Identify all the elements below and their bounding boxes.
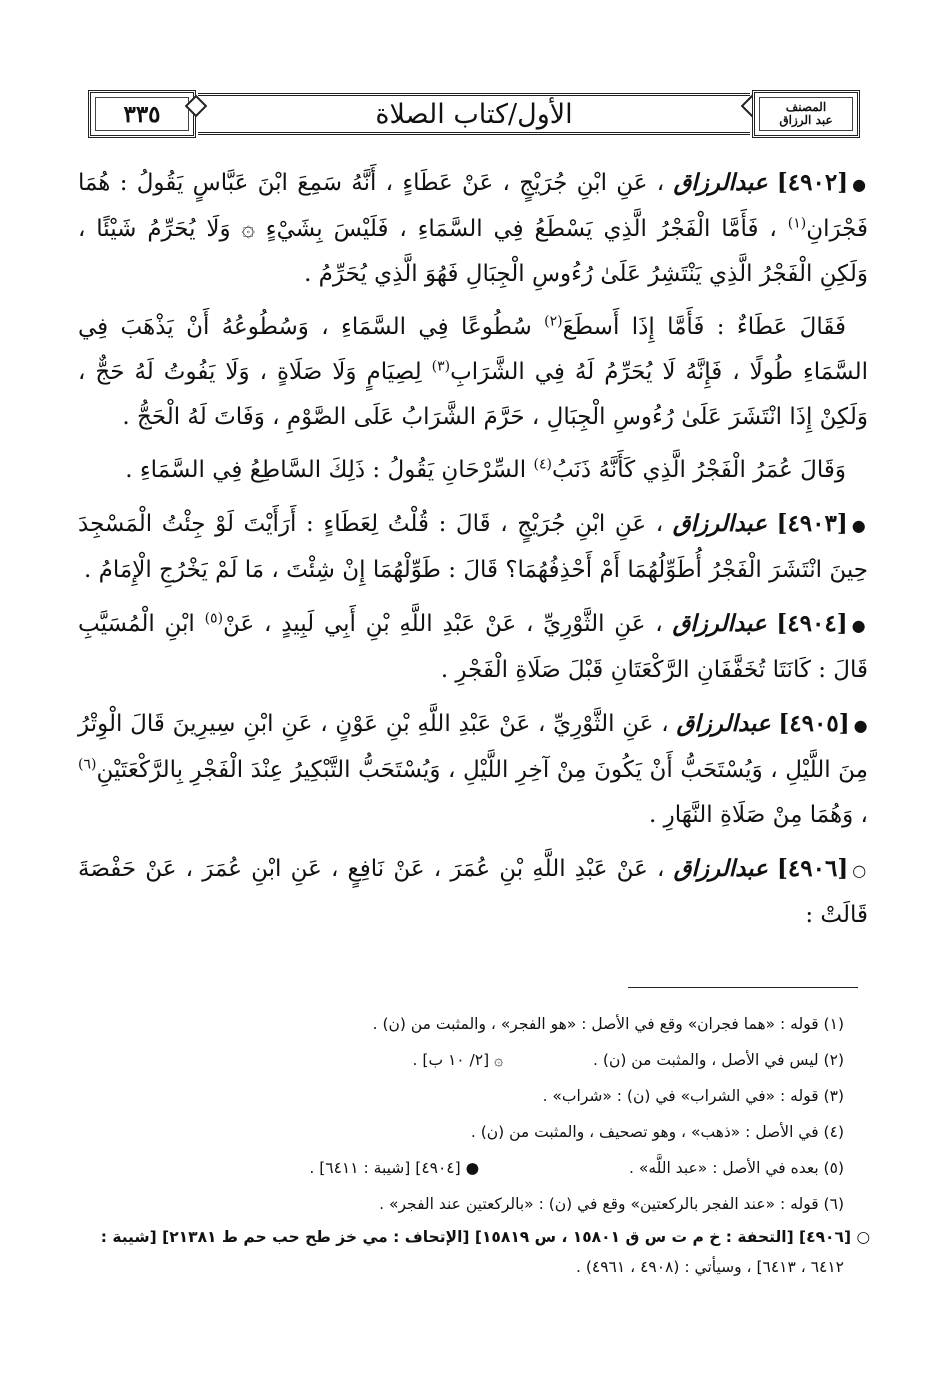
footnote-2: (٢) ليس في الأصل ، والمثبت من (ن) . bbox=[593, 1051, 844, 1069]
page-number-box bbox=[88, 90, 196, 138]
hadith-4902-umar: وَقَالَ عُمَرُ الْفَجْرُ الَّذِي كَأَنَّهُ ذَنَبُ$^{(٤)}$ السِّرْحَانِ يَقُولُ : ذَلِكَ السَّاطِعُ فِي السَّمَاءِ . bbox=[125, 456, 846, 483]
book-logo bbox=[752, 90, 860, 138]
page-header bbox=[88, 90, 860, 138]
source-4904: ● [٤٩٠٤] [شيبة : ٦٤١١] . bbox=[309, 1159, 480, 1177]
book-logo-text: المصنف عبد الرزاق bbox=[779, 100, 833, 127]
page-number: ٣٣٥ bbox=[123, 100, 161, 128]
footnote-ref: (٤) bbox=[533, 456, 552, 473]
footnote-ref: (٢) bbox=[544, 313, 563, 330]
footnote-6: (٦) قوله : «عند الفجر بالركعتين» وقع في (ن) : «بالركعتين عند الفجر» . bbox=[379, 1195, 844, 1213]
chapter-title: الأول/كتاب الصلاة bbox=[375, 98, 573, 130]
header-title-frame bbox=[198, 93, 750, 135]
footnote-ref: (٦) bbox=[78, 756, 97, 773]
footnote-5-row bbox=[70, 1150, 870, 1186]
hadith-4904: ●[٤٩٠٤] عبدالرزاق ، عَنِ الثَّوْرِيِّ ، عَنْ عَبْدِ اللَّهِ بْنِ أَبِي لَبِيدٍ ، عَنْ$^{(٥)}$ ابْنِ الْمُسَيَّبِ قَالَ : كَانَتَا تُخَفَّفَانِ الرَّكْعَتَانِ قَبْلَ صَلَاةِ الْفَجْرِ . bbox=[78, 610, 868, 683]
footnote-separator bbox=[628, 987, 858, 988]
hadith-4906: ○[٤٩٠٦] عبدالرزاق ، عَنْ عَبْدِ اللَّهِ بْنِ عُمَرَ ، عَنْ نَافِعٍ ، عَنِ ابْنِ عُمَرَ ، عَنْ حَفْصَةَ قَالَتْ : bbox=[78, 855, 869, 928]
footnote-4: (٤) في الأصل : «ذهب» ، وهو تصحيف ، والمثبت من (ن) . bbox=[470, 1123, 844, 1141]
footnote-5: (٥) بعده في الأصل : «عبد اللَّه» . bbox=[629, 1159, 844, 1177]
footnote-ref: (١) bbox=[787, 215, 807, 232]
hadith-4902-ata: فَقَالَ عَطَاءٌ : فَأَمَّا إِذَا أَسطَعَ$^{(٢)}$ سُطُوعًا فِي السَّمَاءِ ، وَسُطُوعُهُ أَنْ يَذْهَبَ فِي السَّمَاءِ طُولًا ، فَإِنَّهُ لَا يُحَرِّمُ لَهُ فِي الشَّرَابِ$^{(٣)}$ لِصِيَامٍ وَلَا صَلَاةٍ ، وَلَا يَفُوتُ لَهُ حَجٌّ ، وَلَكِنْ إِذَا انْتَشَرَ عَلَىٰ رُءُوسِ الْجِبَالِ ، حَرَّمَ الشَّرَابُ عَلَى الصَّوْمِ ، وَفَاتَ لَهُ الْحَجُّ . bbox=[78, 313, 869, 430]
footnote-1: (١) قوله : «هما فجران» وقع في الأصل : «هو الفجر» ، والمثبت من (ن) . bbox=[372, 1015, 844, 1033]
source-4906-line2: ٦٤١٢ ، ٦٤١٣] ، وسيأتي : (٤٩٠٨ ، ٤٩٦١) . bbox=[575, 1258, 844, 1276]
folio-reference: ۞ [٢/ ١٠ ب] . bbox=[412, 1051, 504, 1069]
footnote-3: (٣) قوله : «في الشراب» في (ن) : «شراب» . bbox=[542, 1087, 844, 1105]
footnote-2-row bbox=[70, 1042, 870, 1078]
main-text bbox=[78, 160, 868, 946]
footnotes bbox=[70, 1006, 870, 1282]
footnote-ref: (٥) bbox=[204, 610, 224, 627]
source-4906-line1: ○ [٤٩٠٦] [التحفة : خ م ت س ق ١٥٨٠١ ، س ١٥٨١٩] [الإتحاف : مي خز طح حب حم ط ٢١٣٨١] [شيبة : bbox=[100, 1228, 870, 1246]
footnote-ref: (٣) bbox=[431, 358, 451, 375]
hadith-4905: ●[٤٩٠٥] عبدالرزاق ، عَنِ الثَّوْرِيِّ ، عَنْ عَبْدِ اللَّهِ بْنِ عَوْنٍ ، عَنِ ابْنِ سِيرِينَ قَالَ الْوِتْرُ مِنَ اللَّيْلِ ، وَيُسْتَحَبُّ أَنْ يَكُونَ مِنْ آخِرِ اللَّيْلِ ، وَيُسْتَحَبُّ التَّبْكِيرُ عِنْدَ الْفَجْرِ بِالرَّكْعَتَيْنِ$^{(٦)}$ ، وَهُمَا مِنْ صَلَاةِ النَّهَارِ . bbox=[78, 710, 868, 828]
hadith-4902: ●[٤٩٠٢] عبدالرزاق ، عَنِ ابْنِ جُرَيْجٍ ، عَنْ عَطَاءٍ ، أَنَّهُ سَمِعَ ابْنَ عَبَّاسٍ يَقُولُ : هُمَا فَجْرَانِ$^{(١)}$ ، فَأَمَّا الْفَجْرُ الَّذِي يَسْطَعُ فِي السَّمَاءِ ، فَلَيْسَ بِشَيْءٍ ۞ وَلَا يُحَرِّمُ شَيْئًا ، وَلَكِنِ الْفَجْرُ الَّذِي يَنْتَشِرُ عَلَىٰ رُءُوسِ الْجِبَالِ فَهُوَ الَّذِي يُحَرِّمُ . bbox=[78, 169, 869, 287]
hadith-4903: ●[٤٩٠٣] عبدالرزاق ، عَنِ ابْنِ جُرَيْجٍ ، قَالَ : قُلْتُ لِعَطَاءٍ : أَرَأَيْتَ لَوْ جِئْتُ الْمَسْجِدَ حِينَ انْتَشَرَ الْفَجْرُ أُطَوِّلُهُمَا أَمْ أَحْذِفُهُمَا؟ قَالَ : طَوِّلْهُمَا إِنْ شِئْتَ ، مَا لَمْ يَخْرُجِ الْإِمَامُ . bbox=[78, 510, 869, 583]
